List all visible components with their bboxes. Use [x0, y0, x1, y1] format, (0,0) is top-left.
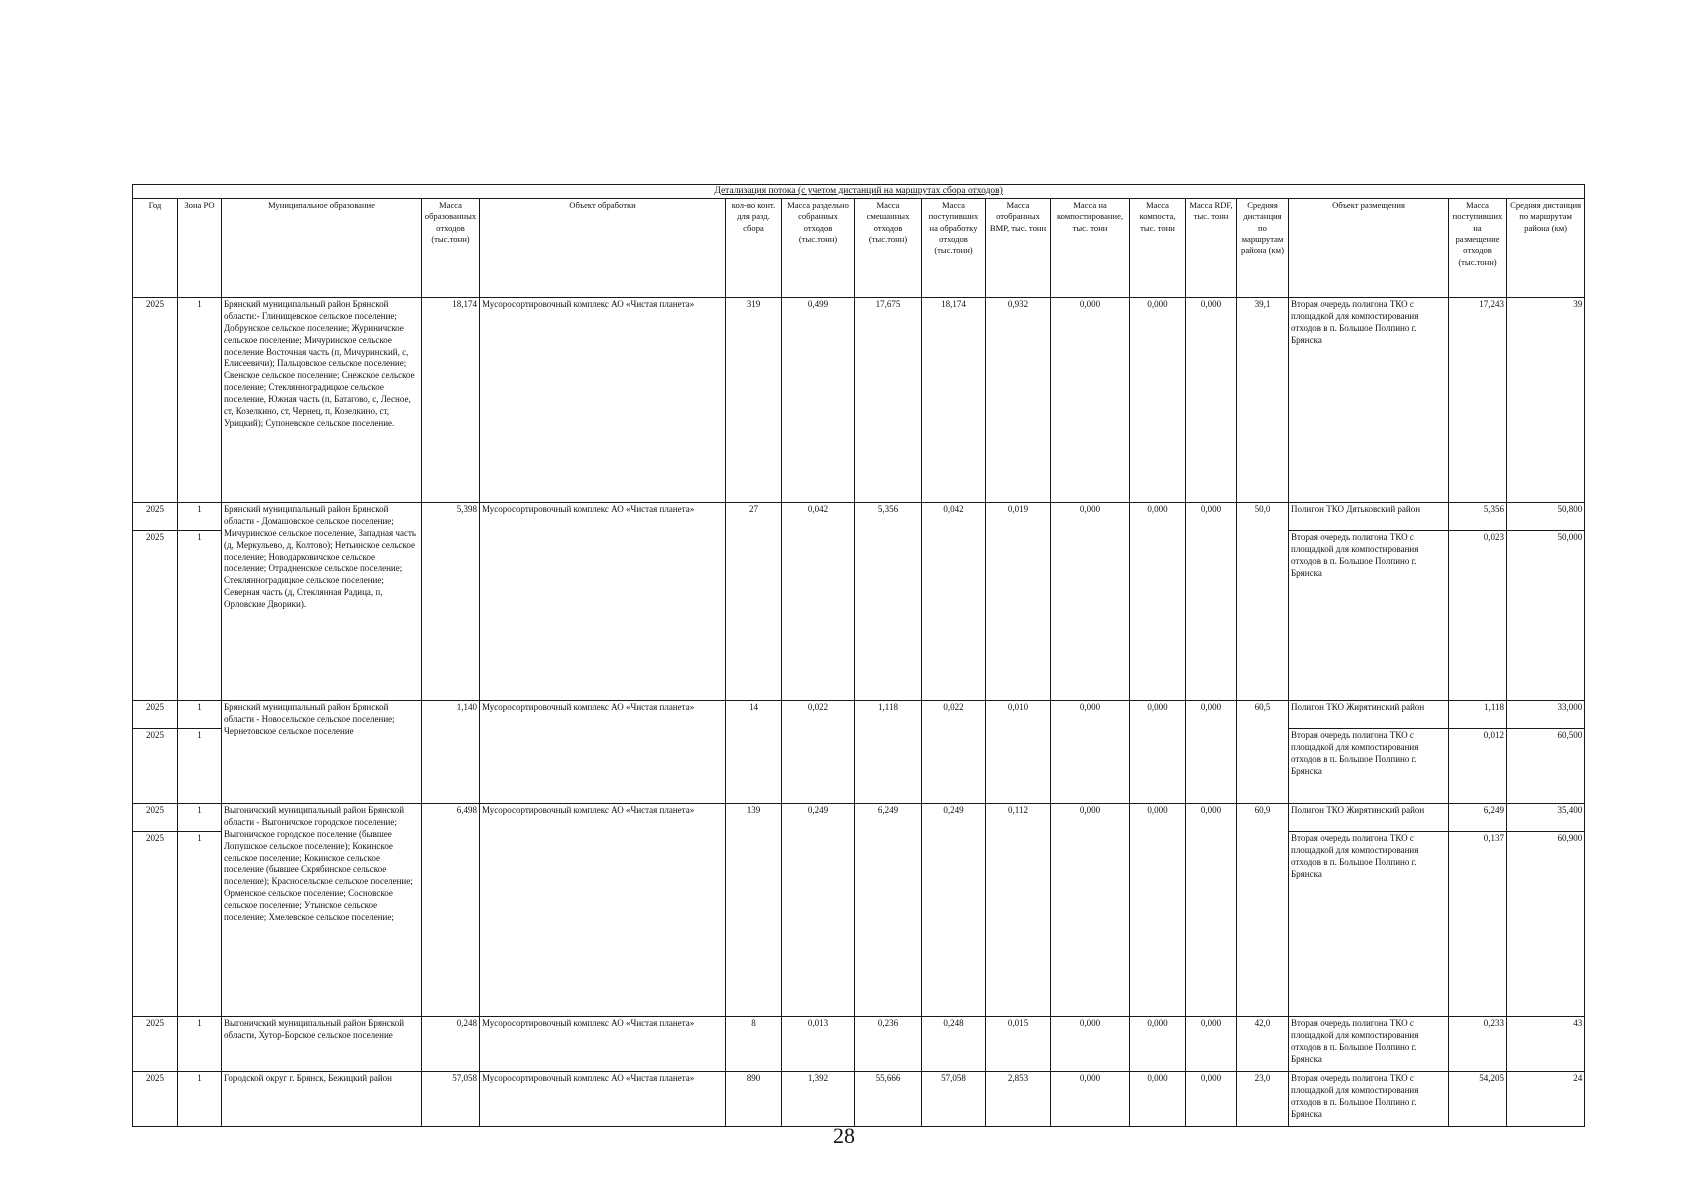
table-cell: 2,853	[986, 1072, 1051, 1127]
table-cell: 60,500	[1507, 729, 1585, 804]
table-cell: Вторая очередь полигона ТКО с площадкой для компостирования отходов в п. Большое Полпино г. Брянска	[1289, 298, 1449, 503]
table-cell: 0,015	[986, 1017, 1051, 1072]
table-cell: Вторая очередь полигона ТКО с площадкой для компостирования отходов в п. Большое Полпино г. Брянска	[1289, 531, 1449, 701]
waste-flow-table	[132, 184, 1585, 1127]
table-cell: 0,000	[1051, 701, 1130, 804]
table-cell: 1	[178, 832, 222, 1017]
table-cell: 1	[178, 298, 222, 503]
table-cell: 39	[1507, 298, 1585, 503]
table-cell: 50,0	[1237, 503, 1289, 701]
table-cell: 5,356	[1449, 503, 1507, 531]
table-cell: 0,000	[1051, 1072, 1130, 1127]
table-cell: 0,249	[782, 804, 855, 1017]
column-header: Зона РО	[178, 199, 222, 298]
table-cell: 23,0	[1237, 1072, 1289, 1127]
column-header: Объект обработки	[480, 199, 726, 298]
table-cell: 18,174	[922, 298, 986, 503]
table-cell: 0,000	[1051, 503, 1130, 701]
table-cell: 2025	[133, 298, 178, 503]
column-header: Масса отобранных ВМР, тыс. тонн	[986, 199, 1051, 298]
table-cell: 5,356	[855, 503, 922, 701]
table-row	[133, 804, 1585, 832]
table-cell: 8	[726, 1017, 782, 1072]
table-cell: 0,023	[1449, 531, 1507, 701]
page-number: 28	[833, 1123, 855, 1148]
table-cell: Мусоросортировочный комплекс АО «Чистая планета»	[480, 298, 726, 503]
table-cell: Брянский муниципальный район Брянской области - Новосельское сельское поселение; Чернетовское сельское поселение	[222, 701, 422, 804]
table-cell: 139	[726, 804, 782, 1017]
table-cell: 0,000	[1186, 1072, 1237, 1127]
table-cell: Вторая очередь полигона ТКО с площадкой для компостирования отходов в п. Большое Полпино г. Брянска	[1289, 832, 1449, 1017]
table-cell: 6,249	[855, 804, 922, 1017]
column-header: Год	[133, 199, 178, 298]
column-header: Средняя дистанция по маршрутам района (км)	[1507, 199, 1585, 298]
column-header: Масса раздельно собранных отходов (тыс.тонн)	[782, 199, 855, 298]
table-cell: 43	[1507, 1017, 1585, 1072]
table-cell: 0,000	[1130, 298, 1186, 503]
table-cell: 50,800	[1507, 503, 1585, 531]
table-cell: 0,000	[1186, 1017, 1237, 1072]
column-header: Масса компоста, тыс. тонн	[1130, 199, 1186, 298]
table-cell: 0,000	[1130, 1072, 1186, 1127]
table-cell: 1	[178, 729, 222, 804]
column-header: Объект размещения	[1289, 199, 1449, 298]
table-cell: 0,112	[986, 804, 1051, 1017]
table-row	[133, 1072, 1585, 1127]
table-cell: 0,932	[986, 298, 1051, 503]
table-cell: 2025	[133, 503, 178, 531]
table-cell: 60,900	[1507, 832, 1585, 1017]
table-cell: 0,042	[922, 503, 986, 701]
table-cell: 2025	[133, 1072, 178, 1127]
table-cell: 2025	[133, 804, 178, 832]
table-cell: 0,013	[782, 1017, 855, 1072]
table-cell: Вторая очередь полигона ТКО с площадкой для компостирования отходов в п. Большое Полпино г. Брянска	[1289, 1072, 1449, 1127]
table-cell: 0,249	[922, 804, 986, 1017]
table-cell: 1	[178, 503, 222, 531]
table-cell: 2025	[133, 531, 178, 701]
table-row	[133, 298, 1585, 503]
table-cell: 6,249	[1449, 804, 1507, 832]
table-cell: 57,058	[422, 1072, 480, 1127]
table-header-row	[133, 199, 1585, 298]
table-cell: 0,012	[1449, 729, 1507, 804]
table-cell: 0,000	[1051, 1017, 1130, 1072]
table-cell: 890	[726, 1072, 782, 1127]
column-header: Масса образованных отходов (тыс.тонн)	[422, 199, 480, 298]
table-cell: 1	[178, 701, 222, 729]
table-cell: Мусоросортировочный комплекс АО «Чистая планета»	[480, 1017, 726, 1072]
table-row	[133, 1017, 1585, 1072]
table-cell: 0,000	[1186, 701, 1237, 804]
table-cell: 1,140	[422, 701, 480, 804]
table-cell: 6,498	[422, 804, 480, 1017]
table-cell: 319	[726, 298, 782, 503]
table-cell: 0,000	[1186, 804, 1237, 1017]
column-header: Масса на компостирование, тыс. тонн	[1051, 199, 1130, 298]
table-cell: Выгоничский муниципальный район Брянской области, Хутор-Борское сельское поселение	[222, 1017, 422, 1072]
table-cell: 2025	[133, 1017, 178, 1072]
table-cell: 0,000	[1130, 503, 1186, 701]
table-cell: 0,000	[1051, 804, 1130, 1017]
table-cell: Полигон ТКО Жирятинский район	[1289, 804, 1449, 832]
table-cell: 60,9	[1237, 804, 1289, 1017]
table-row	[133, 701, 1585, 729]
table-cell: 0,000	[1051, 298, 1130, 503]
column-header: Масса смешанных отходов (тыс.тонн)	[855, 199, 922, 298]
table-cell: 24	[1507, 1072, 1585, 1127]
table-cell: 0,137	[1449, 832, 1507, 1017]
table-cell: 18,174	[422, 298, 480, 503]
table-cell: 1,118	[855, 701, 922, 804]
table-cell: 17,243	[1449, 298, 1507, 503]
table-cell: 0,236	[855, 1017, 922, 1072]
table-cell: Брянский муниципальный район Брянской области - Домашовское сельское поселение; Мичуринское сельское поселение, Западная часть (д, Меркульево, д, Колтово); Нетьинское сельское поселение; Новодарковичское сельское поселение; Отрадненское сельское поселение; Стеклянноградицкое сельское поселение; Северная часть (д, Стеклянная Радица, п, Орловские Дворики).	[222, 503, 422, 701]
table-cell: 0,000	[1186, 503, 1237, 701]
table-cell: 0,248	[422, 1017, 480, 1072]
table-cell: 39,1	[1237, 298, 1289, 503]
table-cell: Городской округ г. Брянск, Бежицкий район	[222, 1072, 422, 1127]
table-cell: 0,248	[922, 1017, 986, 1072]
table-cell: 0,022	[782, 701, 855, 804]
table-cell: Вторая очередь полигона ТКО с площадкой для компостирования отходов в п. Большое Полпино г. Брянска	[1289, 1017, 1449, 1072]
table-cell: 54,205	[1449, 1072, 1507, 1127]
table-cell: Мусоросортировочный комплекс АО «Чистая планета»	[480, 701, 726, 804]
table-cell: 14	[726, 701, 782, 804]
table-cell: 0,499	[782, 298, 855, 503]
table-cell: 2025	[133, 701, 178, 729]
column-header: кол-во конт. для разд. сбора	[726, 199, 782, 298]
table-cell: Мусоросортировочный комплекс АО «Чистая планета»	[480, 503, 726, 701]
table-cell: 0,019	[986, 503, 1051, 701]
table-cell: 60,5	[1237, 701, 1289, 804]
table-cell: Вторая очередь полигона ТКО с площадкой для компостирования отходов в п. Большое Полпино г. Брянска	[1289, 729, 1449, 804]
table-row	[133, 503, 1585, 531]
table-cell: 57,058	[922, 1072, 986, 1127]
table-cell: 35,400	[1507, 804, 1585, 832]
column-header: Средняя дистанция по маршрутам района (км)	[1237, 199, 1289, 298]
table-cell: 2025	[133, 832, 178, 1017]
table-cell: 1	[178, 1017, 222, 1072]
table-cell: Полигон ТКО Дятьковский район	[1289, 503, 1449, 531]
table-cell: 1	[178, 531, 222, 701]
table-cell: 0,000	[1130, 804, 1186, 1017]
table-cell: 33,000	[1507, 701, 1585, 729]
table-cell: 0,042	[782, 503, 855, 701]
table-cell: 1	[178, 804, 222, 832]
table-cell: Брянский муниципальный район Брянской области:- Глинищевское сельское поселение; Добрунское сельское поселение; Журиничское сельское поселение; Мичуринское сельское поселение Восточная часть (п, Мичуринский, с, Елисеевичи); Пальцовское сельское поселение; Свенское сельское поселение; Снежское сельское поселение; Стеклянноградицкое сельское поселение, Южная часть (п, Батагово, с, Лесное, ст, Козелкино, ст, Чернец, п, Козелкино, ст, Урицкий); Супоневское сельское поселение.	[222, 298, 422, 503]
table-cell: 50,000	[1507, 531, 1585, 701]
column-header: Масса RDF, тыс. тонн	[1186, 199, 1237, 298]
table-cell: 5,398	[422, 503, 480, 701]
table-cell: 1,118	[1449, 701, 1507, 729]
table-cell: 0,022	[922, 701, 986, 804]
table-cell: 17,675	[855, 298, 922, 503]
table-cell: 0,000	[1186, 298, 1237, 503]
table-cell: Выгоничский муниципальный район Брянской области - Выгоничское городское поселение; Выгоничское городское поселение (бывшее Лопушское сельское поселение); Кокинское сельское поселение; Кокинское сельское поселение (бывшее Скрябинское сельское поселение); Красносельское сельское поселение; Орменское сельское поселение; Сосновское сельское поселение; Утынское сельское поселение; Хмелевское сельское поселение;	[222, 804, 422, 1017]
table-cell: 1	[178, 1072, 222, 1127]
column-header: Масса поступивших на размещение отходов (тыс.тонн)	[1449, 199, 1507, 298]
column-header: Муниципальное образование	[222, 199, 422, 298]
column-header: Масса поступивших на обработку отходов (тыс.тонн)	[922, 199, 986, 298]
table-cell: 0,000	[1130, 701, 1186, 804]
table-cell: 42,0	[1237, 1017, 1289, 1072]
table-cell: Мусоросортировочный комплекс АО «Чистая планета»	[480, 804, 726, 1017]
table-cell: 0,000	[1130, 1017, 1186, 1072]
table-cell: Мусоросортировочный комплекс АО «Чистая планета»	[480, 1072, 726, 1127]
table-cell: 0,233	[1449, 1017, 1507, 1072]
table-cell: Полигон ТКО Жирятинский район	[1289, 701, 1449, 729]
table-cell: 27	[726, 503, 782, 701]
table-title: Детализация потока (с учетом дистанций на маршрутах сбора отходов)	[133, 185, 1585, 199]
table-cell: 55,666	[855, 1072, 922, 1127]
table-cell: 1,392	[782, 1072, 855, 1127]
table-cell: 2025	[133, 729, 178, 804]
table-cell: 0,010	[986, 701, 1051, 804]
